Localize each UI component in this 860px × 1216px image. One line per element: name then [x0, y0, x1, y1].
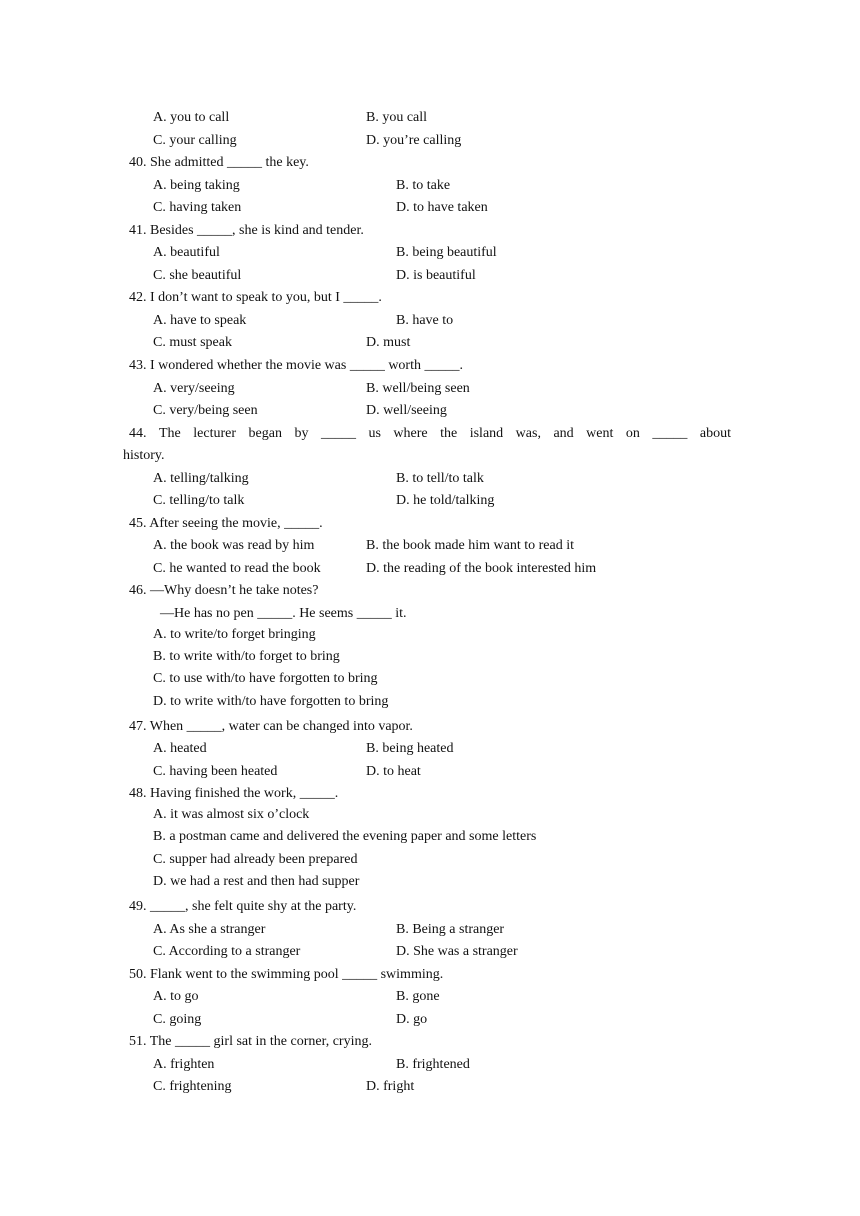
option-49-a: A. As she a stranger — [153, 922, 266, 937]
option-44-d: D. he told/talking — [396, 493, 495, 508]
q44-word: _____ — [652, 426, 688, 441]
option-50-c: C. going — [153, 1012, 202, 1027]
option-46-a: A. to write/to forget bringing — [153, 627, 316, 642]
option-40-d: D. to have taken — [396, 200, 488, 215]
option-39-c: C. your calling — [153, 133, 237, 148]
question-50: 50. Flank went to the swimming pool _____ swimming. — [129, 967, 444, 982]
question-49: 49. _____, she felt quite shy at the party. — [129, 899, 357, 914]
option-40-b: B. to take — [396, 178, 451, 193]
q44-word: island — [469, 426, 504, 441]
option-39-d: D. you’re calling — [366, 133, 462, 148]
option-51-a: A. frighten — [153, 1057, 215, 1072]
option-47-d: D. to heat — [366, 764, 421, 779]
option-44-a: A. telling/talking — [153, 471, 249, 486]
option-40-c: C. having taken — [153, 200, 242, 215]
q44-word: _____ — [320, 426, 356, 441]
option-42-a: A. have to speak — [153, 313, 247, 328]
q44-word: went — [586, 426, 614, 441]
option-44-b: B. to tell/to talk — [396, 471, 484, 486]
question-51: 51. The _____ girl sat in the corner, crying. — [129, 1034, 372, 1049]
option-46-b: B. to write with/to forget to bring — [153, 649, 340, 664]
q44-word: by — [294, 426, 309, 441]
option-48-c: C. supper had already been prepared — [153, 852, 358, 867]
option-42-d: D. must — [366, 335, 411, 350]
option-49-b: B. Being a stranger — [396, 922, 505, 937]
question-47: 47. When _____, water can be changed into vapor. — [129, 719, 413, 734]
q44-word: was, — [515, 426, 541, 441]
option-39-a: A. you to call — [153, 110, 230, 125]
option-47-b: B. being heated — [366, 741, 454, 756]
option-42-b: B. have to — [396, 313, 454, 328]
option-49-c: C. According to a stranger — [153, 944, 301, 959]
option-46-c: C. to use with/to have forgotten to bring — [153, 671, 378, 686]
q44-word: and — [553, 426, 574, 441]
question-44-line-2: history. — [123, 448, 165, 463]
option-43-a: A. very/seeing — [153, 381, 235, 396]
option-42-c: C. must speak — [153, 335, 232, 350]
option-50-b: B. gone — [396, 989, 440, 1004]
option-43-c: C. very/being seen — [153, 403, 258, 418]
option-43-d: D. well/seeing — [366, 403, 447, 418]
option-45-c: C. he wanted to read the book — [153, 561, 321, 576]
option-41-a: A. beautiful — [153, 245, 220, 260]
q44-word: the — [440, 426, 458, 441]
option-51-b: B. frightened — [396, 1057, 470, 1072]
q44-word: where — [393, 426, 428, 441]
option-48-d: D. we had a rest and then had supper — [153, 874, 360, 889]
option-43-b: B. well/being seen — [366, 381, 470, 396]
question-40: 40. She admitted _____ the key. — [129, 155, 309, 170]
option-40-a: A. being taking — [153, 178, 240, 193]
question-41: 41. Besides _____, she is kind and tender. — [129, 223, 364, 238]
option-41-c: C. she beautiful — [153, 268, 242, 283]
q44-word: on — [625, 426, 640, 441]
q44-word: us — [368, 426, 381, 441]
option-51-c: C. frightening — [153, 1079, 232, 1094]
question-44-line-1 — [129, 425, 731, 443]
question-42: 42. I don’t want to speak to you, but I _____. — [129, 290, 382, 305]
option-48-a: A. it was almost six o’clock — [153, 807, 310, 822]
option-45-d: D. the reading of the book interested him — [366, 561, 597, 576]
q44-word: began — [248, 426, 282, 441]
option-44-c: C. telling/to talk — [153, 493, 245, 508]
question-46-reply: —He has no pen _____. He seems _____ it. — [160, 606, 407, 621]
option-41-b: B. being beautiful — [396, 245, 497, 260]
option-47-c: C. having been heated — [153, 764, 278, 779]
question-45: 45. After seeing the movie, _____. — [129, 516, 323, 531]
q44-word: about — [699, 426, 731, 441]
q44-word: lecturer — [193, 426, 237, 441]
question-48: 48. Having finished the work, _____. — [129, 786, 339, 801]
option-45-b: B. the book made him want to read it — [366, 538, 575, 553]
option-39-b: B. you call — [366, 110, 428, 125]
option-45-a: A. the book was read by him — [153, 538, 315, 553]
question-43: 43. I wondered whether the movie was _____ worth _____. — [129, 358, 463, 373]
option-41-d: D. is beautiful — [396, 268, 476, 283]
q44-word: 44. — [129, 426, 147, 441]
option-51-d: D. fright — [366, 1079, 415, 1094]
option-46-d: D. to write with/to have forgotten to bring — [153, 694, 389, 709]
question-46: 46. —Why doesn’t he take notes? — [129, 583, 319, 598]
option-48-b: B. a postman came and delivered the evening paper and some letters — [153, 829, 537, 844]
option-50-a: A. to go — [153, 989, 199, 1004]
q44-word: The — [159, 426, 181, 441]
option-47-a: A. heated — [153, 741, 207, 756]
option-50-d: D. go — [396, 1012, 428, 1027]
option-49-d: D. She was a stranger — [396, 944, 518, 959]
